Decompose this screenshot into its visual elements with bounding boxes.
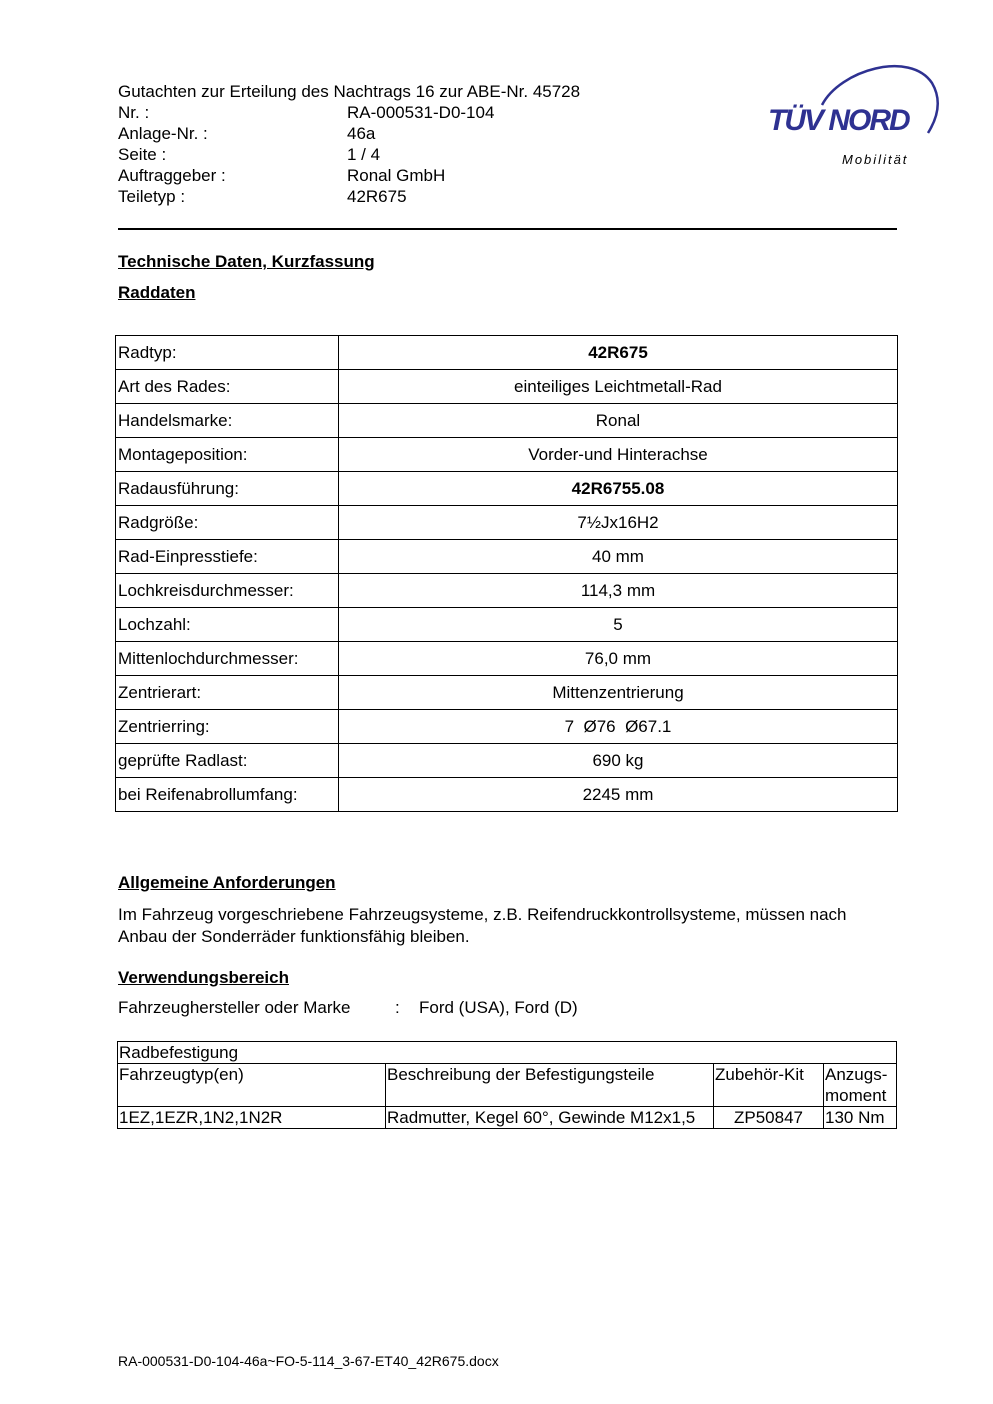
raddaten-value: Ronal <box>339 404 898 438</box>
raddaten-value: Mittenzentrierung <box>339 676 898 710</box>
verwendung-value: Ford (USA), Ford (D) <box>419 998 578 1017</box>
table-row <box>116 506 898 540</box>
raddaten-value: einteiliges Leichtmetall-Rad <box>339 370 898 404</box>
table-row <box>118 1107 897 1129</box>
table-title-row <box>118 1042 897 1064</box>
header-value: Ronal GmbH <box>347 166 446 185</box>
raddaten-label: Zentrierart: <box>116 676 339 710</box>
verwendung-label: Fahrzeughersteller oder Marke <box>118 998 351 1017</box>
header-value: RA-000531-D0-104 <box>347 103 495 122</box>
raddaten-value: 7 Ø76 Ø67.1 <box>339 710 898 744</box>
raddaten-label: Montageposition: <box>116 438 339 472</box>
verwendung-colon: : <box>395 998 400 1017</box>
header-value: 1 / 4 <box>347 145 381 164</box>
raddaten-value: 7½Jx16H2 <box>339 506 898 540</box>
table-row <box>116 778 898 812</box>
raddaten-value: 5 <box>339 608 898 642</box>
section-allgemeine-anforderungen: Allgemeine Anforderungen <box>118 873 336 892</box>
raddaten-label: Mittenlochdurchmesser: <box>116 642 339 676</box>
header-value: 42R675 <box>347 187 407 206</box>
table-row <box>116 744 898 778</box>
header-label: Auftraggeber : <box>118 166 226 185</box>
raddaten-table <box>115 335 898 812</box>
table-cell: Radmutter, Kegel 60°, Gewinde M12x1,5 <box>386 1107 714 1129</box>
column-header: Beschreibung der Befestigungsteile <box>386 1064 714 1107</box>
raddaten-label: Radausführung: <box>116 472 339 506</box>
header-divider <box>118 228 897 230</box>
allgemeine-paragraph: Im Fahrzeug vorgeschriebene Fahrzeugsysteme, z.B. Reifendruckkontrollsysteme, müssen nach Anbau der Sonderräder funktionsfähig bleiben. <box>118 905 847 946</box>
raddaten-label: bei Reifenabrollumfang: <box>116 778 339 812</box>
table-row <box>116 438 898 472</box>
raddaten-value: 690 kg <box>339 744 898 778</box>
table-row <box>116 608 898 642</box>
verwendung-row <box>118 998 578 1018</box>
raddaten-label: Zentrierring: <box>116 710 339 744</box>
table-cell: 1EZ,1EZR,1N2,1N2R <box>118 1107 386 1129</box>
raddaten-label: Lochzahl: <box>116 608 339 642</box>
raddaten-label: Radtyp: <box>116 336 339 370</box>
table-row <box>116 336 898 370</box>
raddaten-value: 114,3 mm <box>339 574 898 608</box>
header-label: Seite : <box>118 145 167 164</box>
table-row <box>116 574 898 608</box>
logo-wordmark: TÜV NORD <box>768 104 909 137</box>
raddaten-label: geprüfte Radlast: <box>116 744 339 778</box>
raddaten-label: Art des Rades: <box>116 370 339 404</box>
column-header: Fahrzeugtyp(en) <box>118 1064 386 1107</box>
header-label: Teiletyp : <box>118 187 186 206</box>
header-label: Nr. : <box>118 103 150 122</box>
table-cell: 130 Nm <box>824 1107 897 1129</box>
raddaten-label: Handelsmarke: <box>116 404 339 438</box>
document-title: Gutachten zur Erteilung des Nachtrags 16 zur ABE-Nr. 45728 <box>118 82 581 101</box>
table-row <box>116 540 898 574</box>
raddaten-label: Radgröße: <box>116 506 339 540</box>
radbefestigung-title: Radbefestigung <box>118 1042 897 1064</box>
header-row-teiletyp <box>118 186 407 207</box>
column-header: Zubehör-Kit <box>714 1064 824 1107</box>
header-row-anlage <box>118 123 375 144</box>
table-row <box>116 404 898 438</box>
header-value: 46a <box>347 124 376 143</box>
raddaten-value: 2245 mm <box>339 778 898 812</box>
raddaten-value: 40 mm <box>339 540 898 574</box>
raddaten-value: Vorder-und Hinterachse <box>339 438 898 472</box>
table-row <box>116 370 898 404</box>
raddaten-value: 42R6755.08 <box>339 472 898 506</box>
table-row <box>116 676 898 710</box>
section-verwendungsbereich: Verwendungsbereich <box>118 968 289 987</box>
section-technische-daten: Technische Daten, Kurzfassung <box>118 252 375 271</box>
radbefestigung-table <box>117 1041 897 1129</box>
table-row <box>116 710 898 744</box>
logo-subtitle: Mobilität <box>842 152 909 167</box>
raddaten-label: Lochkreisdurchmesser: <box>116 574 339 608</box>
raddaten-value: 76,0 mm <box>339 642 898 676</box>
tuv-nord-logo <box>760 55 945 175</box>
header-row-seite <box>118 144 380 165</box>
header-row-auftraggeber <box>118 165 445 186</box>
column-header: Anzugs-moment <box>824 1064 897 1107</box>
table-row <box>116 642 898 676</box>
raddaten-value: 42R675 <box>339 336 898 370</box>
section-raddaten: Raddaten <box>118 283 196 302</box>
footer-filename: RA-000531-D0-104-46a~FO-5-114_3-67-ET40_42R675.docx <box>118 1353 499 1369</box>
header-label: Anlage-Nr. : <box>118 124 208 143</box>
table-row <box>116 472 898 506</box>
header-row-nr <box>118 102 494 123</box>
raddaten-label: Rad-Einpresstiefe: <box>116 540 339 574</box>
table-header-row <box>118 1064 897 1107</box>
table-cell: ZP50847 <box>714 1107 824 1129</box>
